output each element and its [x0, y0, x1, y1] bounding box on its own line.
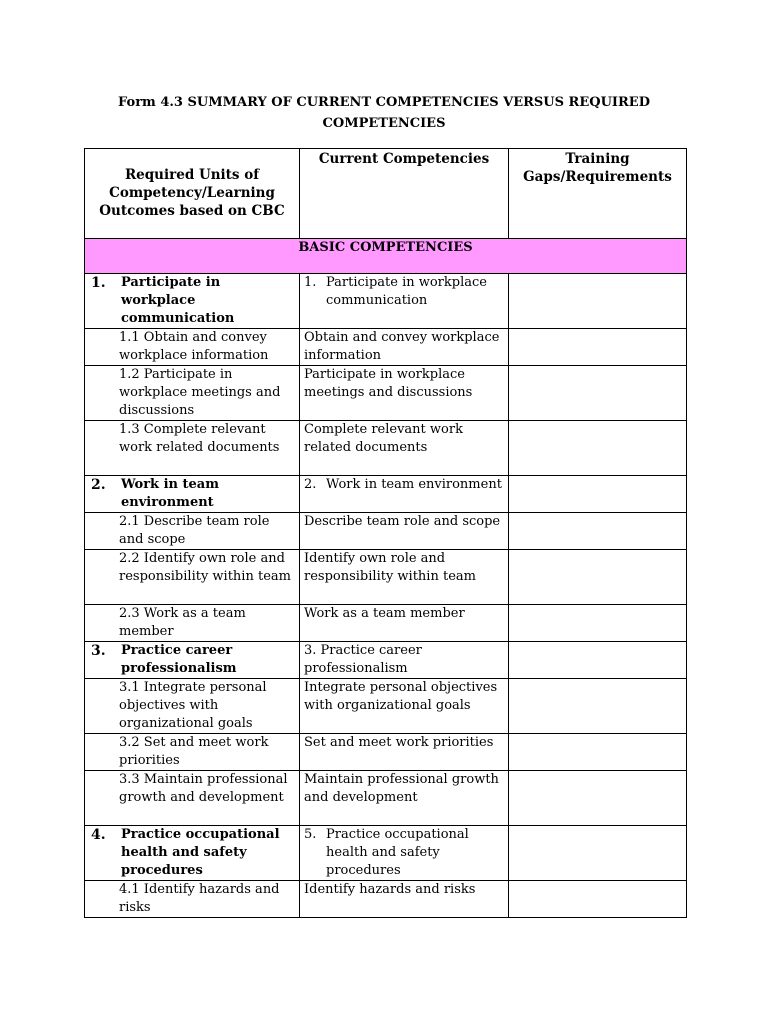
current-competency-cell — [300, 826, 509, 881]
training-gap-cell[interactable] — [509, 476, 687, 513]
current-text: Participate in workplace communication — [326, 275, 487, 308]
header-current-competencies: Current Competencies — [300, 149, 509, 239]
current-text: Practice occupational health and safety procedures — [326, 827, 469, 878]
table-row — [85, 366, 687, 421]
training-gap-cell[interactable] — [509, 329, 687, 366]
table-row — [85, 550, 687, 605]
learning-outcome-cell: 1.3 Complete relevant work related documents — [85, 421, 300, 476]
header-training-gaps: Training Gaps/Requirements — [509, 149, 687, 239]
current-competency-cell: Complete relevant work related documents — [300, 421, 509, 476]
current-competency-cell: Integrate personal objectives with organizational goals — [300, 679, 509, 734]
current-competency-cell: Obtain and convey workplace information — [300, 329, 509, 366]
required-unit-cell — [85, 826, 300, 881]
learning-outcome-cell: 3.2 Set and meet work priorities — [85, 734, 300, 771]
unit-number: 2. — [91, 477, 106, 493]
unit-title: Practice career professionalism — [121, 643, 237, 676]
required-unit-cell — [85, 274, 300, 329]
table-row — [85, 513, 687, 550]
learning-outcome-cell: 1.1 Obtain and convey workplace information — [85, 329, 300, 366]
training-gap-cell[interactable] — [509, 366, 687, 421]
unit-number: 4. — [91, 827, 106, 843]
learning-outcome-cell: 3.1 Integrate personal objectives with organizational goals — [85, 679, 300, 734]
learning-outcome-cell: 2.2 Identify own role and responsibility within team — [85, 550, 300, 605]
table-row — [85, 642, 687, 679]
training-gap-cell[interactable] — [509, 550, 687, 605]
training-gap-cell[interactable] — [509, 605, 687, 642]
required-unit-cell — [85, 642, 300, 679]
table-row — [85, 881, 687, 918]
table-row — [85, 679, 687, 734]
competencies-table — [84, 148, 687, 918]
required-unit-cell — [85, 476, 300, 513]
learning-outcome-cell: 2.3 Work as a team member — [85, 605, 300, 642]
training-gap-cell[interactable] — [509, 826, 687, 881]
learning-outcome-cell: 3.3 Maintain professional growth and development — [85, 771, 300, 826]
table-row — [85, 476, 687, 513]
training-gap-cell[interactable] — [509, 274, 687, 329]
unit-title: Practice occupational health and safety procedures — [121, 827, 280, 878]
unit-number: 3. — [91, 643, 106, 659]
current-number: 2. — [304, 477, 317, 492]
current-competency-cell: Describe team role and scope — [300, 513, 509, 550]
header-required-units: Required Units of Competency/Learning Outcomes based on CBC — [85, 149, 300, 239]
training-gap-cell[interactable] — [509, 513, 687, 550]
table-row — [85, 274, 687, 329]
training-gap-cell[interactable] — [509, 642, 687, 679]
table-row — [85, 826, 687, 881]
current-competency-cell: Identify own role and responsibility within team — [300, 550, 509, 605]
unit-title: Participate in workplace communication — [121, 275, 235, 326]
current-competency-cell: Work as a team member — [300, 605, 509, 642]
training-gap-cell[interactable] — [509, 771, 687, 826]
unit-title: Work in team environment — [121, 477, 219, 510]
learning-outcome-cell: 2.1 Describe team role and scope — [85, 513, 300, 550]
current-number: 5. — [304, 827, 317, 842]
training-gap-cell[interactable] — [509, 421, 687, 476]
learning-outcome-cell: 4.1 Identify hazards and risks — [85, 881, 300, 918]
current-competency-cell — [300, 274, 509, 329]
section-basic-competencies: BASIC COMPETENCIES — [85, 239, 687, 274]
unit-number: 1. — [91, 275, 106, 291]
training-gap-cell[interactable] — [509, 734, 687, 771]
current-number: 1. — [304, 275, 317, 290]
training-gap-cell[interactable] — [509, 881, 687, 918]
current-competency-cell: Participate in workplace meetings and discussions — [300, 366, 509, 421]
current-text: Work in team environment — [326, 477, 502, 492]
current-competency-cell: 3. Practice career professionalism — [300, 642, 509, 679]
section-row — [85, 239, 687, 274]
training-gap-cell[interactable] — [509, 679, 687, 734]
table-row — [85, 771, 687, 826]
table-row — [85, 605, 687, 642]
current-competency-cell: Identify hazards and risks — [300, 881, 509, 918]
current-competency-cell — [300, 476, 509, 513]
table-row — [85, 329, 687, 366]
current-competency-cell: Maintain professional growth and development — [300, 771, 509, 826]
learning-outcome-cell: 1.2 Participate in workplace meetings and discussions — [85, 366, 300, 421]
table-row — [85, 421, 687, 476]
form-title: Form 4.3 SUMMARY OF CURRENT COMPETENCIES VERSUS REQUIRED COMPETENCIES — [118, 95, 650, 131]
table-header-row — [85, 149, 687, 239]
table-row — [85, 734, 687, 771]
current-competency-cell: Set and meet work priorities — [300, 734, 509, 771]
